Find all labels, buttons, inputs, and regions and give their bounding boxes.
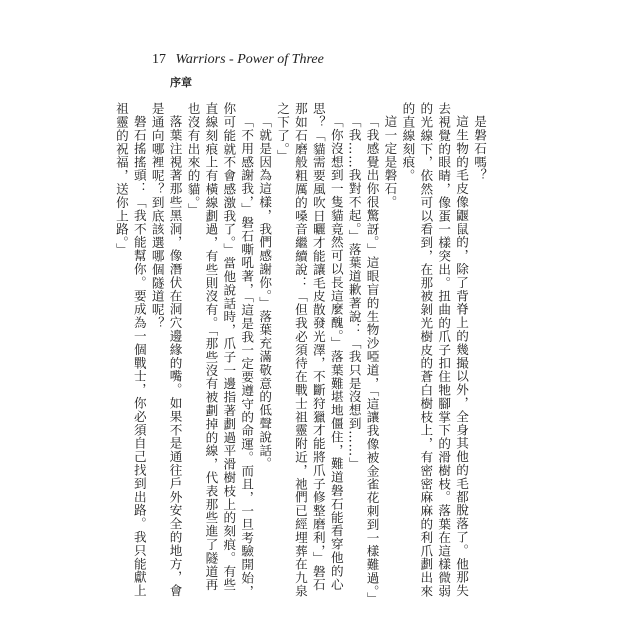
paragraph: 這一定是磐石。 — [382, 114, 398, 209]
paragraph: 「我感覺出你很驚訝。」這眼盲的生物沙啞道，「這讓我像被金雀花刺到一樣難過。」 — [364, 114, 380, 605]
paragraph: 「不用感謝我，」磐石嘶吼著，「這是我一定要遵守的命運。而且，一旦考驗開始，你可能就不會感激我了。」當他說話時，爪子一邊指著劃過平滑樹枝上的刻痕。有些直線刻痕上有橫線劃過，有些則沒有。「那些沒有被劃掉的線，代表那些進了隧道再也沒有出來的貓。」 — [185, 102, 255, 598]
paragraph: 磐石搖搖頭：「我不能幫你。要成為一個戰士，你必須自己找到出路。我只能獻上祖靈的祝福，送你上路。」 — [113, 102, 147, 597]
paragraph: 「我……我對不起。」落葉道歉著說：「我只是沒想到……」 — [346, 114, 362, 471]
body-text — [113, 102, 488, 605]
paragraph: 是磐石嗎？ — [472, 114, 487, 182]
running-header — [152, 52, 324, 68]
paragraph: 這生物的毛皮像鼴鼠的，除了背脊上的幾撮以外，全身其他的毛都脫落了。他那失去視覺的眼睛，像蛋一樣突出。扭曲的爪子扣住牠腳掌下的滑樹枝。落葉在這樣微弱的光線下，依然可以看到，在那被剝光樹皮的蒼白樹枝上，有密密麻麻的利爪劃出來的直線刻痕。 — [400, 102, 470, 598]
paragraph: 落葉注視著那些黑洞，像潛伏在洞穴邊緣的嘴。如果不是通往戶外安全的地方，會是通向哪裡呢？到底該選哪個隧道呢？ — [149, 102, 183, 597]
paragraph: 「就是因為這樣，我們感謝你。」落葉充滿敬意的低聲說話。 — [257, 114, 273, 471]
book-title: Warriors - Power of Three — [175, 52, 324, 67]
paragraph: 「你沒想到一隻貓竟然可以長這麼醜。」落葉難堪地僵住，難道磐石能看穿他的心思？「貓需要風吹日曬才能讓毛皮散發光澤，不斷狩獵才能將爪子修整磨利，」磐石那如石磨般粗厲的嗓音繼續說：「但我必須待在戰士祖靈附近，祂們已經埋葬在九泉之下了。」 — [275, 102, 344, 598]
chapter-title: 序章 — [170, 76, 192, 89]
page-number: 17 — [152, 52, 166, 67]
